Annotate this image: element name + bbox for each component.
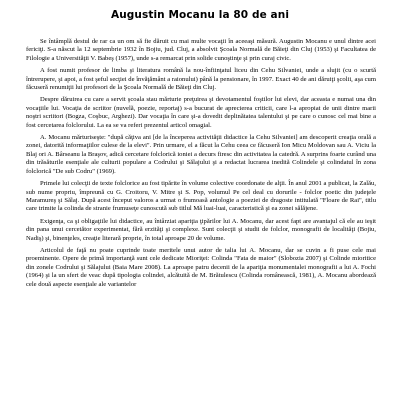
article-title: Augustin Mocanu la 80 de ani <box>110 9 290 21</box>
paragraph-3: Despre dăruirea cu care a servit şcoala stau mărturie preţuirea şi devotamentul foştilor lui elevi, dar aceasta e numai una din vocaţiile lui. Vocaţia de scriitor (nuvelă, poezie, reportaj) s-a bucurat de aprecierea criticii, care l-a apropiat de unii dintre marii noştri scriitori (Bogza, Coşbuc, Arghezi). Dar vocaţia în care şi-a dovedit deplinătatea talentului şi pe care o cunosc cel mai bine a fost cercetarea folclorului. La ea se va referi prezentul articol omagial. <box>26 96 376 129</box>
paragraph-2: A fost numit profesor de limba şi literatura română la nou-înfiinţatul liceu din Cehu Silvaniei, unde a slujit (cu o scurtă întrerupere, şi apoi, a fost şeful secţiei de învăţământ a raionului) până la pensionare, în 1997. Exact 40 de ani dăruiţi şcolii, aşa cum făcuseră renumiţii lui profesori de la Şcoala Normală de Băieţi din Cluj. <box>26 67 376 92</box>
article-body <box>26 38 376 289</box>
paragraph-5: Primele lui colecţii de texte folclorice au fost tipărite în volume colective coordonate de alţii. În anul 2001 a publicat, la Zalău, sub nume propriu, împreună cu G. Croitoru, V. Mitre şi S. Pop, volumul Pe cel deal cu dorurile - folclor poetic din judeţele Maramureş şi Sălaj. După acest început valoros a urmat o frumoasă antologie a poeziei de dragoste intitulată "Floare de Rai", titlu care trimite la colinda de stranie frumuseţe cunoscută sub titlul Mă luai-luai, caracteristică şi ea zonei sălăjene. <box>26 180 376 213</box>
paragraph-7: Articolul de faţă nu poate cuprinde toate meritele unui autor de talia lui A. Mocanu, dar se cuvin a fi puse cele mai proeminente. Opere de primă importanţă sunt cele dedicate Mioriţei: Colinda "Fata de maior" (Slobozia 2007) şi Colinde mioritice din zonele Codrului şi Sălajului (Baia Mare 2008). La aproape patru decenii de la apariţia monumentalei monografii a lui A. Fochi (1964) şi la un sfert de veac după tipologia colindei, alcătuită de M. Brătulescu (Colinda românească, 1981), A. Mocanu abordează cele două aspecte esenţiale ale variantelor <box>26 246 376 288</box>
paragraph-1: Se întâmplă destul de rar ca un om să fie dăruit cu mai multe vocaţii în aceeaşi măsură. Augustin Mocanu e unul dintre acei fericiţi. S-a născut la 12 septembrie 1932 în Bojiu, jud. Cluj, a absolvit Şcoala Normală de Băieţi din Cluj (1953) şi Facultatea de Filologie a Universităţii V. Babeş (1957), unde s-a remarcat prin solide cunoştinţe şi prin curaj civic. <box>26 38 376 62</box>
paragraph-6: Exigenţa, ca şi obligaţiile lui didactice, au întârziat apariţia ţipărilor lui A. Mocanu, dar acest fapt are avantajul că ele au ieşit din pana unui cercetător experimentat, fără erzităţi şi complexe. Sunt colecţii şi studii de folclor, monografii de localităţi (Bojiu, Nadiş) şi, binenţeles, creaţie literară proprie, în total aproape 20 de volume. <box>26 217 376 242</box>
paragraph-4: A. Mocanu mărturiseşte: "după căţiva ani [de la începerea activităţii didactice la Cehu Silvaniei] am descoperit creaţia orală a zonei, datorită informaţiilor culese de la elevi". Prin urmare, el a făcut la Cehu ceea ce făcuseră Ion Micu Moldovan sau A. Viciu la Blaj ori A. Bârseanu la Braşov, adică cercetare folclorică ioniei a decurs firesc din activitatea la catedră. A surprins foarte curând una din trăsăturile esenţiale ale culturii populare a Codrului şi Sălajului şi a redactat lucrarea inedită Colindele şi colindatul în zona folclorică "De sub Codru" (1969). <box>26 134 376 175</box>
